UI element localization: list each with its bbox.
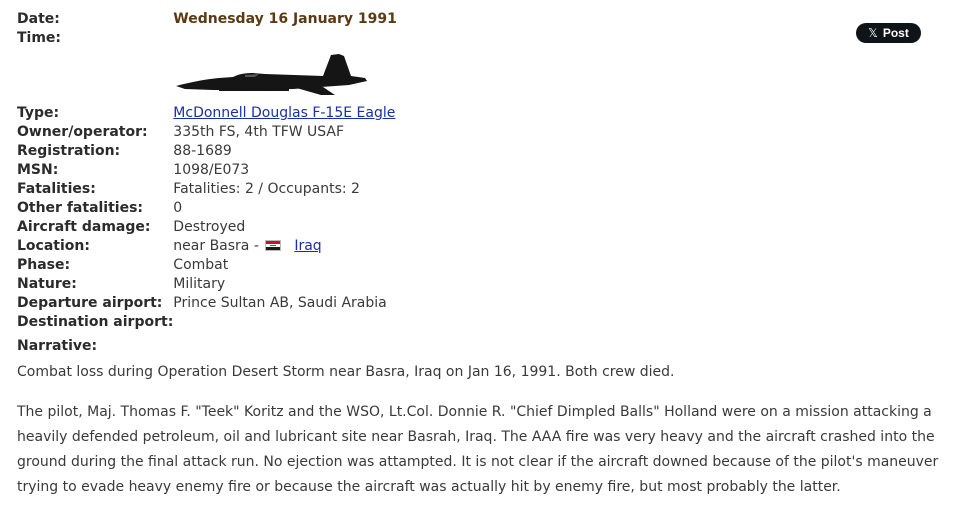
narrative-paragraph: The pilot, Maj. Thomas F. "Teek" Koritz and the WSO, Lt.Col. Donnie R. "Chief Dimpled Balls" Holland were on a mission attacking a heavily defended petroleum, oil and lubricant site near Basrah, Iraq. The AAA fire was very heavy and the aircraft crashed into the ground during the final attack run. No ejection was attampted. It is not clear if the aircraft downed because of the pilot's maneuver trying to evade heavy enemy fire or because the aircraft was actually hit by enemy fire, but most probably the latter. — [17, 404, 939, 495]
label-msn: MSN: — [17, 162, 59, 178]
narrative-label: Narrative: — [17, 338, 98, 354]
label-date: Date: — [17, 11, 60, 27]
value-type — [173, 104, 397, 123]
value-phase: Combat — [173, 257, 229, 273]
row-nature — [17, 275, 397, 294]
row-aircraft-image — [17, 48, 397, 104]
narrative-text — [17, 360, 952, 515]
label-other-fatalities: Other fatalities: — [17, 200, 144, 216]
value-time — [173, 29, 397, 48]
value-other-fatalities: 0 — [173, 200, 183, 216]
label-registration: Registration: — [17, 143, 121, 159]
label-fatalities: Fatalities: — [17, 181, 96, 197]
value-location — [173, 237, 397, 256]
iraq-flag-icon — [265, 240, 281, 251]
row-departure — [17, 294, 397, 313]
value-registration: 88-1689 — [173, 143, 232, 159]
value-departure: Prince Sultan AB, Saudi Arabia — [173, 295, 387, 311]
label-owner: Owner/operator: — [17, 124, 148, 140]
value-aircraft-damage: Destroyed — [173, 219, 246, 235]
label-destination: Destination airport: — [17, 314, 174, 330]
value-date: Wednesday 16 January 1991 — [173, 11, 397, 27]
row-type — [17, 104, 397, 123]
narrative-paragraph: Combat loss during Operation Desert Storm near Basra, Iraq on Jan 16, 1991. Both crew died. — [17, 364, 675, 380]
row-fatalities — [17, 180, 397, 199]
row-location — [17, 237, 397, 256]
value-destination — [173, 313, 397, 332]
x-post-button[interactable] — [856, 23, 921, 43]
aircraft-type-link[interactable]: McDonnell Douglas F-15E Eagle — [173, 105, 396, 121]
label-type: Type: — [17, 105, 60, 121]
row-owner — [17, 123, 397, 142]
row-destination — [17, 313, 397, 332]
label-time: Time: — [17, 30, 62, 46]
row-other-fatalities — [17, 199, 397, 218]
image-spacer — [17, 48, 173, 104]
value-msn: 1098/E073 — [173, 162, 250, 178]
accident-info-table — [17, 10, 397, 332]
row-time — [17, 29, 397, 48]
row-date — [17, 10, 397, 29]
label-departure: Departure airport: — [17, 295, 163, 311]
aircraft-image-cell — [173, 48, 397, 104]
label-aircraft-damage: Aircraft damage: — [17, 219, 151, 235]
x-post-label: Post — [882, 26, 909, 40]
label-phase: Phase: — [17, 257, 71, 273]
value-owner: 335th FS, 4th TFW USAF — [173, 124, 345, 140]
value-nature: Military — [173, 276, 226, 292]
x-logo-icon: 𝕏 — [868, 26, 878, 40]
country-link[interactable]: Iraq — [294, 238, 322, 254]
location-text: near Basra - — [173, 238, 259, 254]
aircraft-silhouette-icon[interactable] — [173, 48, 373, 104]
value-fatalities: Fatalities: 2 / Occupants: 2 — [173, 181, 360, 197]
label-location: Location: — [17, 238, 90, 254]
row-phase — [17, 256, 397, 275]
row-aircraft-damage — [17, 218, 397, 237]
row-msn — [17, 161, 397, 180]
label-nature: Nature: — [17, 276, 77, 292]
row-registration — [17, 142, 397, 161]
